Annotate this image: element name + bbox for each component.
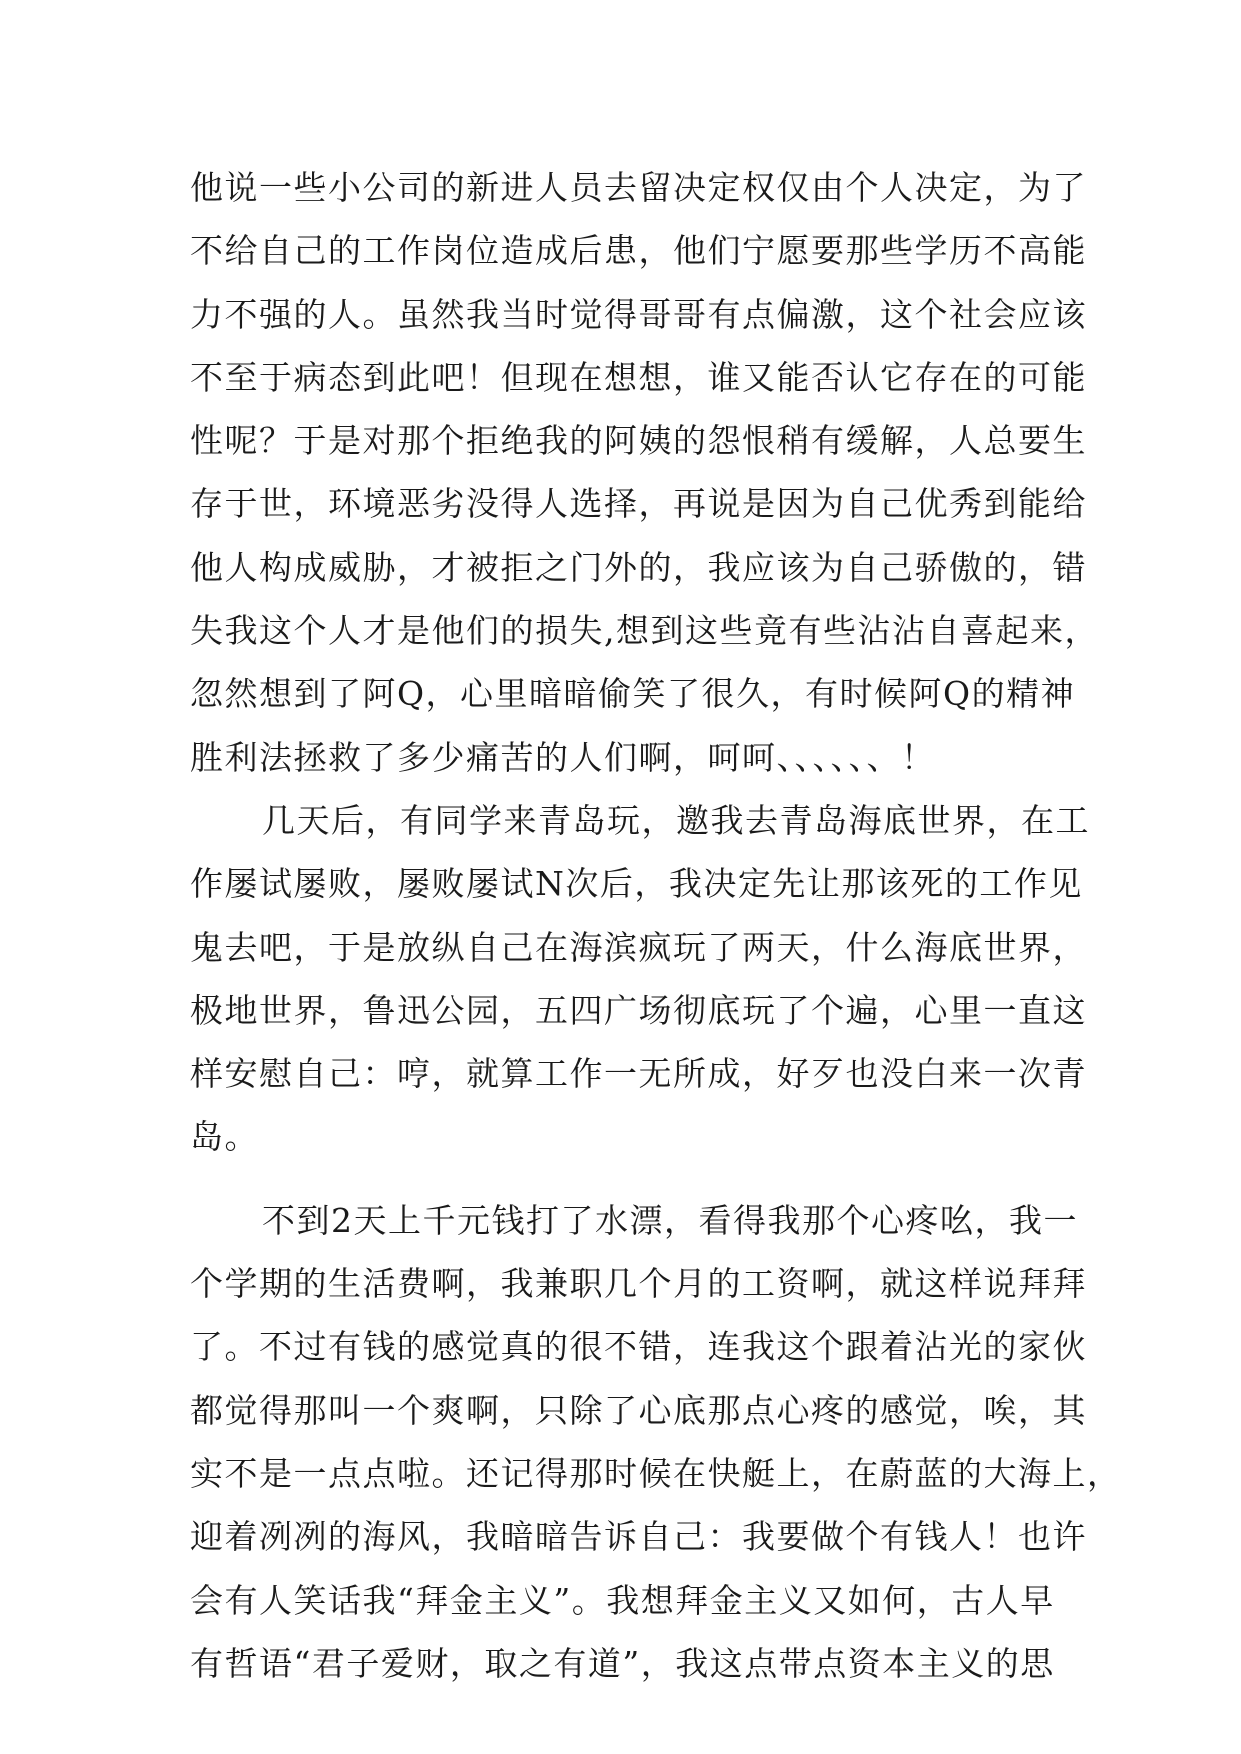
paragraph-3 (190, 1189, 1122, 1695)
text-line: 极地世界，鲁迅公园，五四广场彻底玩了个遍，心里一直这 (190, 990, 1087, 1030)
text-line: 他说一些小公司的新进人员去留决定权仅由个人决定，为了 (190, 168, 1087, 207)
text-line: 了。不过有钱的感觉真的很不错，连我这个跟着沾光的家伙 (190, 1327, 1087, 1367)
text-line: 样安慰自己：哼，就算工作一无所成，好歹也没白来一次青 (190, 1054, 1087, 1094)
text-line: 都觉得那叫一个爽啊，只除了心底那点心疼的感觉，唉，其 (190, 1390, 1087, 1430)
text-line: 不给自己的工作岗位造成后患，他们宁愿要那些学历不高能 (190, 231, 1087, 271)
text-line: 性呢？于是对那个拒绝我的阿姨的怨恨稍有缓解，人总要生 (190, 421, 1087, 461)
text-line: 作屡试屡败，屡败屡试N次后，我决定先让那该死的工作见 (190, 864, 1083, 904)
text-line: 他人构成威胁，才被拒之门外的，我应该为自己骄傲的，错 (190, 547, 1087, 587)
text-line: 个学期的生活费啊，我兼职几个月的工资啊，就这样说拜拜 (190, 1264, 1087, 1304)
text-line: 胜利法拯救了多少痛苦的人们啊，呵呵、、、、、、！ (190, 737, 936, 777)
text-line: 鬼去吧，于是放纵自己在海滨疯玩了两天，什么海底世界， (190, 927, 1087, 967)
text-line: 不至于病态到此吧！但现在想想，谁又能否认它存在的可能 (190, 357, 1087, 397)
text-line: 不到2天上千元钱打了水漂，看得我那个心疼吆，我一 (262, 1200, 1078, 1240)
text-line: 实不是一点点啦。还记得那时候在快艇上，在蔚蓝的大海上， (190, 1453, 1122, 1493)
text-line: 迎着冽冽的海风，我暗暗告诉自己：我要做个有钱人！也许 (190, 1517, 1087, 1557)
text-line: 几天后，有同学来青岛玩，邀我去青岛海底世界，在工 (262, 800, 1090, 840)
paragraph-2 (190, 789, 1090, 1169)
text-line: 存于世，环境恶劣没得人选择，再说是因为自己优秀到能给 (190, 484, 1087, 524)
text-line: 有哲语“君子爱财，取之有道”，我这点带点资本主义的思 (190, 1643, 1055, 1683)
text-line: 忽然想到了阿Q，心里暗暗偷笑了很久，有时候阿Q的精神 (190, 674, 1076, 714)
paragraph-spacer (190, 1169, 1070, 1189)
document-body (190, 156, 1122, 1695)
text-line: 力不强的人。虽然我当时觉得哥哥有点偏激，这个社会应该 (190, 294, 1087, 334)
text-line: 岛。 (190, 1117, 259, 1157)
paragraph-1 (190, 156, 1099, 789)
text-line: 会有人笑话我“拜金主义”。我想拜金主义又如何，古人早 (190, 1580, 1055, 1620)
text-line: 失我这个人才是他们的损失,想到这些竟有些沾沾自喜起来， (190, 611, 1099, 651)
